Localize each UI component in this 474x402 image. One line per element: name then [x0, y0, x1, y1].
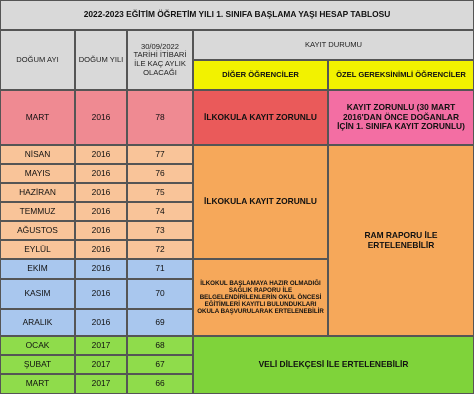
row-month: TEMMUZ [0, 202, 75, 221]
header-special-needs-students: ÖZEL GEREKSİNİMLİ ÖĞRENCİLER [328, 60, 474, 90]
row-months: 77 [127, 145, 193, 164]
status-all-2017: VELİ DİLEKÇESİ İLE ERTELENEBİLİR [193, 336, 474, 394]
row-months: 78 [127, 90, 193, 145]
row-year: 2016 [75, 164, 127, 183]
header-birth-year: DOĞUM YILI [75, 30, 127, 90]
row-year: 2017 [75, 374, 127, 394]
row-months: 73 [127, 221, 193, 240]
row-year: 2016 [75, 90, 127, 145]
status-other-mart-2016: İLKOKULA KAYIT ZORUNLU [193, 90, 328, 145]
row-month: MART [0, 374, 75, 394]
row-months: 76 [127, 164, 193, 183]
row-month: HAZİRAN [0, 183, 75, 202]
row-year: 2016 [75, 309, 127, 336]
status-other-apr-sep: İLKOKULA KAYIT ZORUNLU [193, 145, 328, 259]
row-month: AĞUSTOS [0, 221, 75, 240]
row-months: 68 [127, 336, 193, 355]
status-other-oct-dec: İLKOKUL BAŞLAMAYA HAZIR OLMADIĞI SAĞLIK RAPORU İLE BELGELENDİRİLENLERİN OKUL ÖNCESİ EĞİTİMLERİ KAYITLI BULUNDUKLARI OKULA BAŞVURULARAK ERTELENEBİLİR [193, 259, 328, 336]
row-months: 74 [127, 202, 193, 221]
row-year: 2016 [75, 259, 127, 279]
row-month: EYLÜL [0, 240, 75, 259]
header-age-in-months: 30/09/2022 TARİHİ İTİBARİ İLE KAÇ AYLIK OLACAĞI [127, 30, 193, 90]
row-year: 2017 [75, 355, 127, 374]
row-month: OCAK [0, 336, 75, 355]
row-month: KASIM [0, 279, 75, 309]
row-month: NİSAN [0, 145, 75, 164]
header-other-students: DİĞER ÖĞRENCİLER [193, 60, 328, 90]
row-months: 75 [127, 183, 193, 202]
row-year: 2016 [75, 183, 127, 202]
header-registration-status: KAYIT DURUMU [193, 30, 474, 60]
row-months: 67 [127, 355, 193, 374]
row-year: 2016 [75, 202, 127, 221]
row-year: 2016 [75, 240, 127, 259]
status-special-apr-dec: RAM RAPORU İLE ERTELENEBİLİR [328, 145, 474, 336]
row-month: MAYIS [0, 164, 75, 183]
row-months: 70 [127, 279, 193, 309]
row-months: 71 [127, 259, 193, 279]
row-months: 66 [127, 374, 193, 394]
status-special-mart-2016: KAYIT ZORUNLU (30 MART 2016'DAN ÖNCE DOĞANLAR İÇİN 1. SINIFA KAYIT ZORUNLU) [328, 90, 474, 145]
row-year: 2016 [75, 279, 127, 309]
header-birth-month: DOĞUM AYI [0, 30, 75, 90]
row-months: 69 [127, 309, 193, 336]
row-month: MART [0, 90, 75, 145]
table-title: 2022-2023 EĞİTİM ÖĞRETİM YILI 1. SINIFA BAŞLAMA YAŞI HESAP TABLOSU [0, 0, 474, 30]
row-year: 2017 [75, 336, 127, 355]
row-month: ARALIK [0, 309, 75, 336]
row-month: ŞUBAT [0, 355, 75, 374]
row-year: 2016 [75, 145, 127, 164]
row-months: 72 [127, 240, 193, 259]
row-year: 2016 [75, 221, 127, 240]
row-month: EKİM [0, 259, 75, 279]
